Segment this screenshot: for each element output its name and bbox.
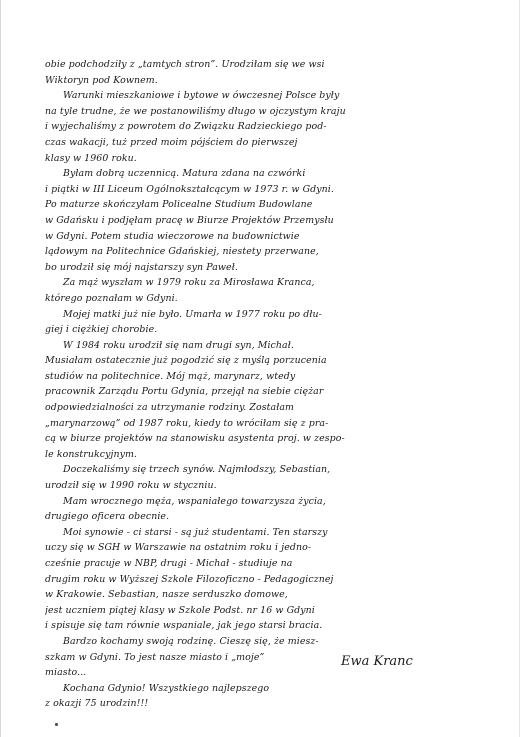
letter-line: Mam wrocznego męża, wspaniałego towarzysza życia, (63, 495, 326, 507)
letter-line: uczy się w SGH w Warszawie na ostatnim roku i jedno- (45, 542, 312, 554)
letter-line: którego poznałam w Gdyni. (45, 292, 178, 304)
letter-line: jest uczniem piątej klasy w Szkole Podst. nr 16 w Gdyni (45, 604, 315, 616)
letter-line: „marynarzową” od 1987 roku, kiedy to wróciłam się z pra- (45, 417, 329, 429)
letter-line: odpowiedzialności za utrzymanie rodziny. Zostałam (45, 402, 295, 414)
letter-line: cześnie pracuje w NBP, drugi - Michał - studiuje na (45, 558, 293, 569)
letter-line: miasto... (45, 667, 87, 679)
letter-line: z okazji 75 urodzin!!! (45, 698, 149, 710)
letter-line: Po maturze skończyłam Policealne Studium Budowlane (45, 199, 313, 211)
letter-line: Moi synowie - ci starsi - są już studentami. Ten starszy (63, 526, 328, 538)
letter-line: Doczekaliśmy się trzech synów. Najmłodszy, Sebastian, (63, 464, 331, 476)
letter-line: pracownik Zarządu Portu Gdynia, przejął na siebie ciężar (45, 386, 324, 398)
letter-line: obie podchodziły z „tamtych stron”. Urodziłam się we wsi (45, 59, 325, 70)
letter-line: W 1984 roku urodził się nam drugi syn, Michał. (63, 339, 294, 351)
letter-line: Za mąż wyszłam w 1979 roku za Mirosława Kranca, (63, 277, 315, 289)
letter-line: drugim roku w Wyższej Szkole Filozoficzno - Pedagogicznej (45, 573, 334, 585)
letter-line: i wyjechaliśmy z powrotem do Związku Radzieckiego pod- (45, 121, 327, 133)
page-hole-mark (55, 723, 58, 726)
signature: Ewa Kranc (341, 654, 413, 669)
letter-line: le konstrukcyjnym. (45, 448, 138, 460)
letter-line: czas wakacji, tuż przed moim pójściem do pierwszej (45, 136, 298, 148)
letter-line: i spisuje się tam równie wspaniale, jak jego starsi bracia. (45, 620, 323, 632)
letter-line: studiów na politechnice. Mój mąż, marynarz, wtedy (45, 370, 296, 382)
letter-line: w Krakowie. Sebastian, nasze serduszko domowe, (45, 589, 288, 601)
letter-line: i piątki w III Liceum Ogólnokształcącym w 1973 r. w Gdyni. (45, 183, 334, 195)
letter-line: Byłam dobrą uczennicą. Matura zdana na czwórki (63, 168, 306, 180)
letter-line: Mojej matki już nie było. Umarła w 1977 roku po dłu- (63, 308, 322, 320)
letter-line: Warunki mieszkaniowe i bytowe w ówczesnej Polsce były (63, 90, 340, 102)
letter-line: bo urodził się mój najstarszy syn Paweł. (45, 261, 238, 273)
letter-line: Wiktoryn pod Kownem. (45, 74, 158, 86)
letter-line: urodził się w 1990 roku w styczniu. (45, 480, 217, 492)
letter-line: w Gdyni. Potem studia wieczorowe na budownictwie (45, 230, 300, 242)
letter-line: Kochana Gdynio! Wszystkiego najlepszego (63, 682, 270, 694)
letter-line: Musiałam ostatecznie już pogodzić się z myślą porzucenia (45, 355, 327, 367)
handwritten-letter-body (45, 57, 477, 712)
letter-line: cą w biurze projektów na stanowisku asystenta proj. w zespo- (45, 433, 345, 445)
letter-line: drugiego oficera obecnie. (45, 511, 170, 523)
letter-line: lądowym na Politechnice Gdańskiej, niestety przerwane, (45, 246, 319, 258)
letter-line: na tyle trudne, że we postanowiliśmy długo w ojczystym kraju (45, 105, 346, 117)
letter-line: szkam w Gdyni. To jest nasze miasto i „moje” (45, 651, 265, 663)
letter-line: giej i ciężkiej chorobie. (45, 324, 158, 336)
letter-line: klasy w 1960 roku. (45, 152, 137, 164)
letter-line: w Gdańsku i podjęłam pracę w Biurze Projektów Przemysłu (45, 214, 334, 226)
letter-line: Bardzo kochamy swoją rodzinę. Cieszę się, że miesz- (63, 635, 319, 647)
